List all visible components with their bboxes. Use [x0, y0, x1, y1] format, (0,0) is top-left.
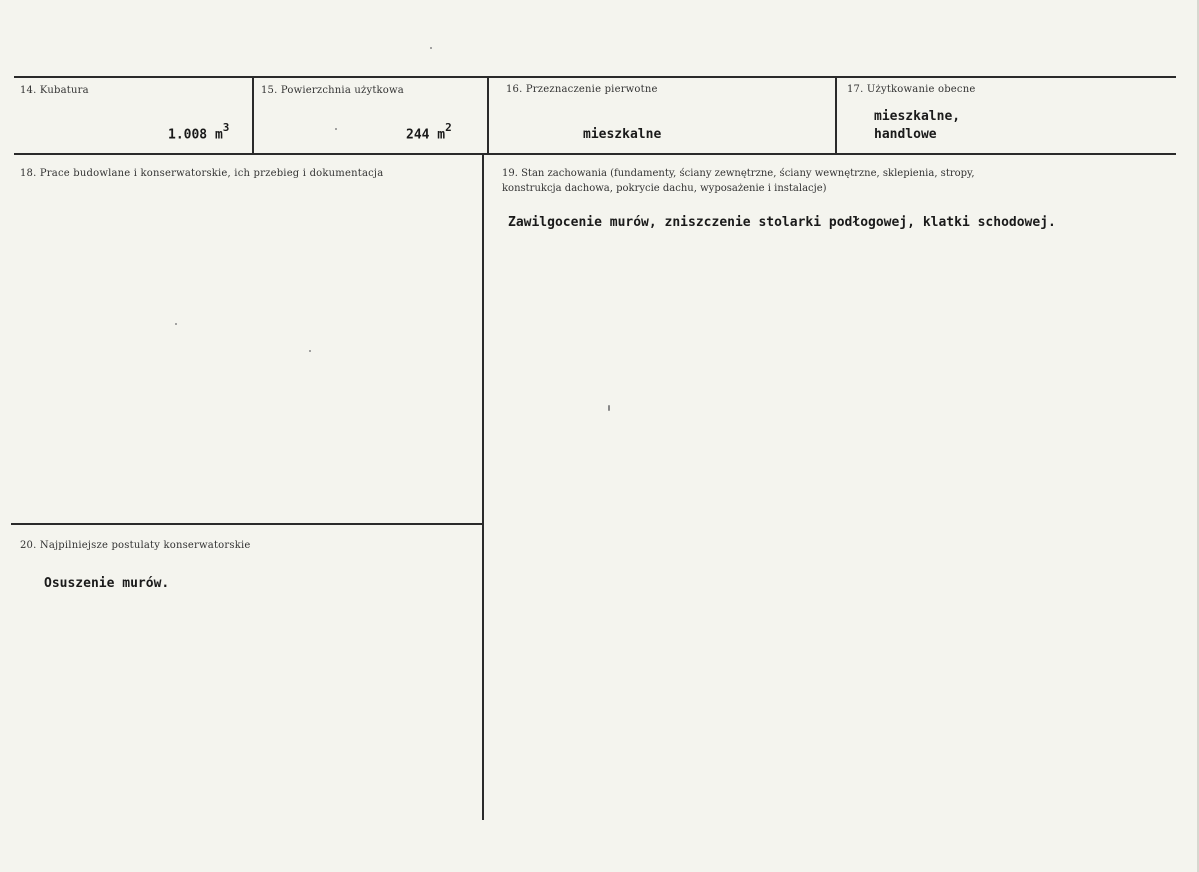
postulaty-label: 20. Najpilniejsze postulaty konserwatorskie [20, 540, 251, 551]
powierzchnia-label: 15. Powierzchnia użytkowa [261, 85, 404, 96]
divider-15-16 [487, 77, 489, 153]
row1-bottom-rule [14, 153, 1176, 155]
paper-speck [608, 405, 610, 411]
rule-18-20 [11, 523, 482, 525]
uzytkowanie-value-line2: handlowe [874, 127, 937, 142]
paper-speck [430, 47, 432, 49]
przeznaczenie-value: mieszkalne [583, 127, 662, 142]
prace-label: 18. Prace budowlane i konserwatorskie, ich przebieg i dokumentacja [20, 168, 384, 179]
divider-main [482, 154, 484, 820]
kubatura-value: 1.008 $m^3$ [168, 121, 230, 143]
stan-label-line2: konstrukcja dachowa, pokrycie dachu, wyposażenie i instalacje) [502, 183, 827, 194]
stan-label-line1: 19. Stan zachowania (fundamenty, ściany zewnętrzne, ściany wewnętrzne, sklepienia, stropy, [502, 168, 975, 179]
divider-16-17 [835, 77, 837, 153]
stan-value: Zawilgocenie murów, zniszczenie stolarki podłogowej, klatki schodowej. [508, 215, 1056, 230]
paper-speck [335, 128, 337, 130]
paper-speck [175, 323, 177, 325]
kubatura-label: 14. Kubatura [20, 85, 89, 96]
divider-14-15 [252, 77, 254, 153]
top-rule [14, 76, 1176, 78]
przeznaczenie-label: 16. Przeznaczenie pierwotne [506, 84, 658, 95]
powierzchnia-value: 244 $m^2$ [406, 121, 452, 143]
stan-label [502, 166, 975, 196]
uzytkowanie-label: 17. Użytkowanie obecne [847, 84, 976, 95]
uzytkowanie-value-line1: mieszkalne, [874, 109, 961, 124]
postulaty-value: Osuszenie murów. [44, 576, 170, 591]
paper-speck [309, 350, 311, 352]
